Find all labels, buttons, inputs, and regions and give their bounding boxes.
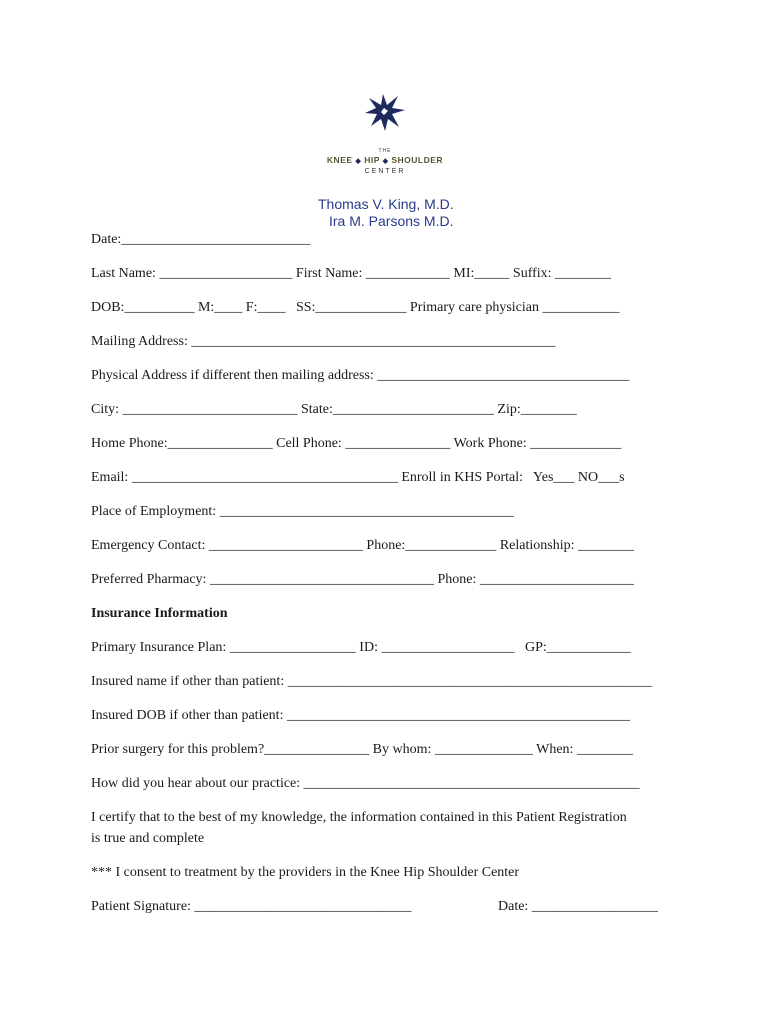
referral-source-field[interactable]: How did you hear about our practice: ________________________________________________ [91, 776, 640, 791]
mailing-address-field[interactable]: Mailing Address: ____________________________________________________ [91, 334, 556, 349]
logo-word-knee: KNEE [326, 155, 353, 165]
prior-surgery-fields[interactable]: Prior surgery for this problem?_______________ By whom: ______________ When: ________ [91, 742, 633, 757]
insured-name-field[interactable]: Insured name if other than patient: ____________________________________________________ [91, 674, 652, 689]
practice-logo [320, 92, 450, 182]
insurance-heading: Insurance Information [91, 606, 228, 621]
name-fields[interactable]: Last Name: ___________________ First Name: ____________ MI:_____ Suffix: ________ [91, 266, 612, 281]
insurance-fields[interactable]: Primary Insurance Plan: __________________ ID: ___________________ GP:____________ [91, 640, 631, 655]
pharmacy-fields[interactable]: Preferred Pharmacy: ________________________________ Phone: ______________________ [91, 572, 634, 587]
patient-signature-field[interactable]: Patient Signature: _______________________________ [91, 899, 412, 914]
date-field[interactable]: Date:___________________________ [91, 232, 311, 247]
certification-text-line-1: I certify that to the best of my knowledge, the information contained in this Patient Registration [91, 810, 627, 825]
logo-main-text [320, 155, 450, 165]
star-burst-icon [363, 92, 407, 132]
diamond-icon: ◆ [382, 158, 389, 165]
certification-text-line-2: is true and complete [91, 831, 205, 846]
physical-address-field[interactable]: Physical Address if different then mailing address: ____________________________________ [91, 368, 630, 383]
employment-field[interactable]: Place of Employment: __________________________________________ [91, 504, 514, 519]
phone-fields[interactable]: Home Phone:_______________ Cell Phone: _______________ Work Phone: _____________ [91, 436, 622, 451]
signature-date-field[interactable]: Date: __________________ [498, 899, 658, 914]
diamond-icon: ◆ [355, 158, 362, 165]
logo-word-hip: HIP [364, 155, 380, 165]
dob-fields[interactable]: DOB:__________ M:____ F:____ SS:_____________ Primary care physician ___________ [91, 300, 620, 315]
consent-text: *** I consent to treatment by the providers in the Knee Hip Shoulder Center [91, 865, 520, 880]
doctor-name-parsons: Ira M. Parsons M.D. [329, 213, 454, 229]
email-portal-fields[interactable]: Email: ______________________________________ Enroll in KHS Portal: Yes___ NO___s [91, 470, 625, 485]
city-state-zip-fields[interactable]: City: _________________________ State:_______________________ Zip:________ [91, 402, 577, 417]
logo-top-text: THE [378, 148, 392, 154]
logo-word-shoulder: SHOULDER [391, 155, 444, 165]
emergency-contact-fields[interactable]: Emergency Contact: ______________________ Phone:_____________ Relationship: ________ [91, 538, 634, 553]
logo-bottom-text: CENTER [364, 168, 406, 175]
insured-dob-field[interactable]: Insured DOB if other than patient: _________________________________________________ [91, 708, 630, 723]
doctor-name-king: Thomas V. King, M.D. [318, 196, 454, 212]
